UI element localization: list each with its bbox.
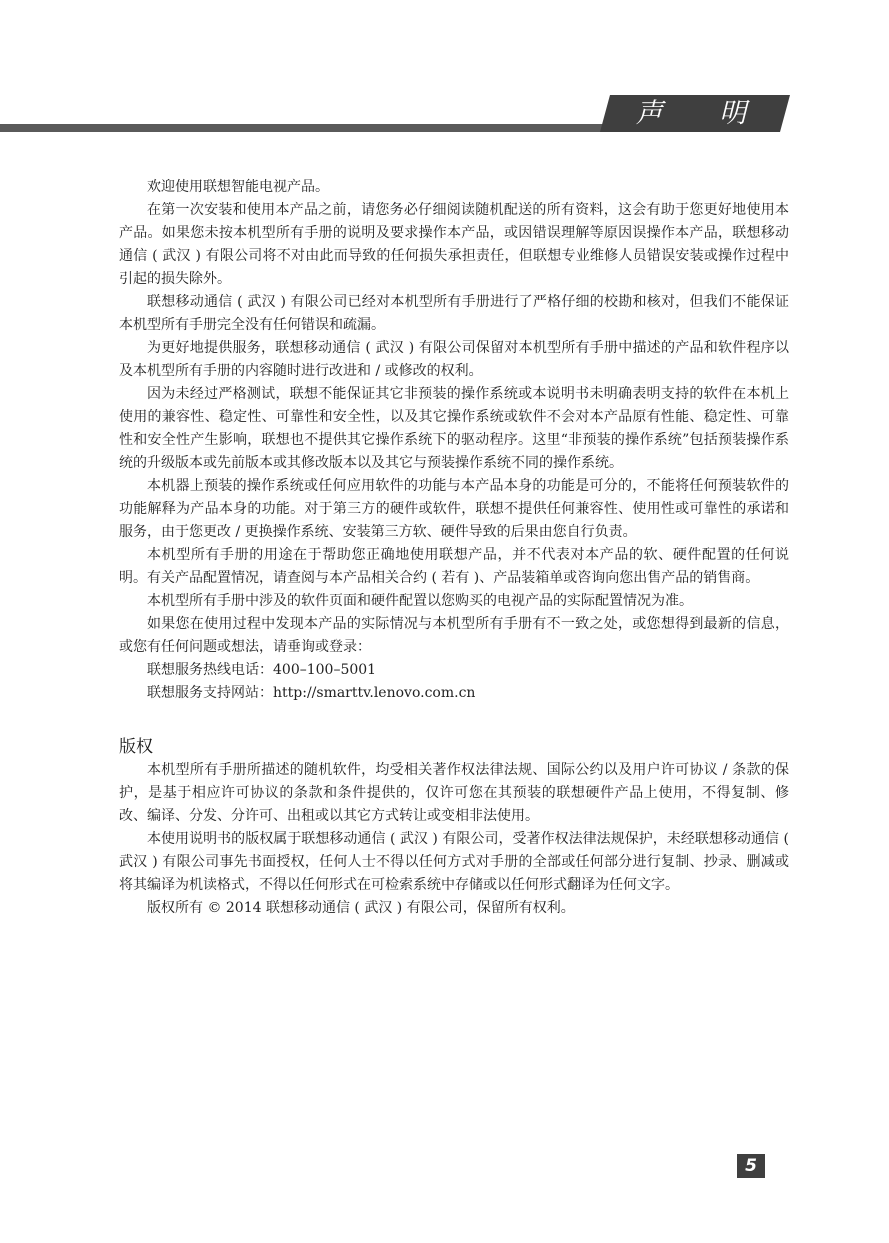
copyright-paragraph: 本机型所有手册所描述的随机软件，均受相关著作权法律法规、国际公约以及用户许可协议 / 条款的保护，是基于相应许可协议的条款和条件提供的，仅许可您在其预装的联想硬件产品上使用，不得复制、修改、编译、分发、分许可、出租或以其它方式转让或变相非法使用。 bbox=[119, 762, 789, 824]
page-number: 5 bbox=[737, 1154, 765, 1178]
document-body bbox=[119, 176, 789, 920]
copyright-paragraph: 本使用说明书的版权属于联想移动通信 ( 武汉 ) 有限公司，受著作权法律法规保护，未经联想移动通信 ( 武汉 ) 有限公司事先书面授权，任何人士不得以任何方式对手册的全部或任何部分进行复制、抄录、删减或将其编译为机读格式，不得以任何形式在可检索系统中存储或以任何形式翻译为任何文字。 bbox=[119, 831, 789, 893]
statement-paragraph: 本机型所有手册的用途在于帮助您正确地使用联想产品，并不代表对本产品的软、硬件配置的任何说明。有关产品配置情况，请查阅与本产品相关合约 ( 若有 )、产品装箱单或咨询向您出售产品的销售商。 bbox=[119, 547, 789, 586]
statement-paragraph: 本机型所有手册中涉及的软件页面和硬件配置以您购买的电视产品的实际配置情况为准。 bbox=[147, 593, 693, 609]
statement-paragraph: 为更好地提供服务，联想移动通信 ( 武汉 ) 有限公司保留对本机型所有手册中描述的产品和软件程序以及本机型所有手册的内容随时进行改进和 / 或修改的权利。 bbox=[119, 340, 789, 379]
statement-paragraph: 欢迎使用联想智能电视产品。 bbox=[147, 179, 329, 195]
statement-paragraph: 联想移动通信 ( 武汉 ) 有限公司已经对本机型所有手册进行了严格仔细的校勘和核对，但我们不能保证本机型所有手册完全没有任何错误和疏漏。 bbox=[119, 294, 789, 333]
copyright-heading: 版权 bbox=[119, 737, 153, 757]
header-rule bbox=[0, 124, 640, 132]
statement-paragraph: 在第一次安装和使用本产品之前，请您务必仔细阅读随机配送的所有资料，这会有助于您更好地使用本产品。如果您未按本机型所有手册的说明及要求操作本产品，或因错误理解等原因误操作本产品，联想移动通信 ( 武汉 ) 有限公司将不对由此而导致的任何损失承担责任，但联想专业维修人员错误安装或操作过程中引起的损失除外。 bbox=[119, 202, 789, 287]
service-website: 联想服务支持网站：http://smarttv.lenovo.com.cn bbox=[147, 685, 476, 701]
copyright-paragraph: 版权所有 © 2014 联想移动通信 ( 武汉 ) 有限公司，保留所有权利。 bbox=[147, 900, 575, 916]
page-title: 声 明 bbox=[635, 98, 771, 129]
statement-paragraph: 因为未经过严格测试，联想不能保证其它非预装的操作系统或本说明书未明确表明支持的软件在本机上使用的兼容性、稳定性、可靠性和安全性，以及其它操作系统或软件不会对本产品原有性能、稳定性、可靠性和安全性产生影响，联想也不提供其它操作系统下的驱动程序。这里“非预装的操作系统”包括预装操作系统的升级版本或先前版本或其修改版本以及其它与预装操作系统不同的操作系统。 bbox=[119, 386, 789, 471]
statement-paragraph: 如果您在使用过程中发现本产品的实际情况与本机型所有手册有不一致之处，或您想得到最新的信息，或您有任何问题或想法，请垂询或登录： bbox=[119, 616, 789, 655]
service-hotline: 联想服务热线电话：400–100–5001 bbox=[147, 662, 377, 678]
statement-paragraph: 本机器上预装的操作系统或任何应用软件的功能与本产品本身的功能是可分的，不能将任何预装软件的功能解释为产品本身的功能。对于第三方的硬件或软件，联想不提供任何兼容性、使用性或可靠性的承诺和服务，由于您更改 / 更换操作系统、安装第三方软、硬件导致的后果由您自行负责。 bbox=[119, 478, 789, 540]
